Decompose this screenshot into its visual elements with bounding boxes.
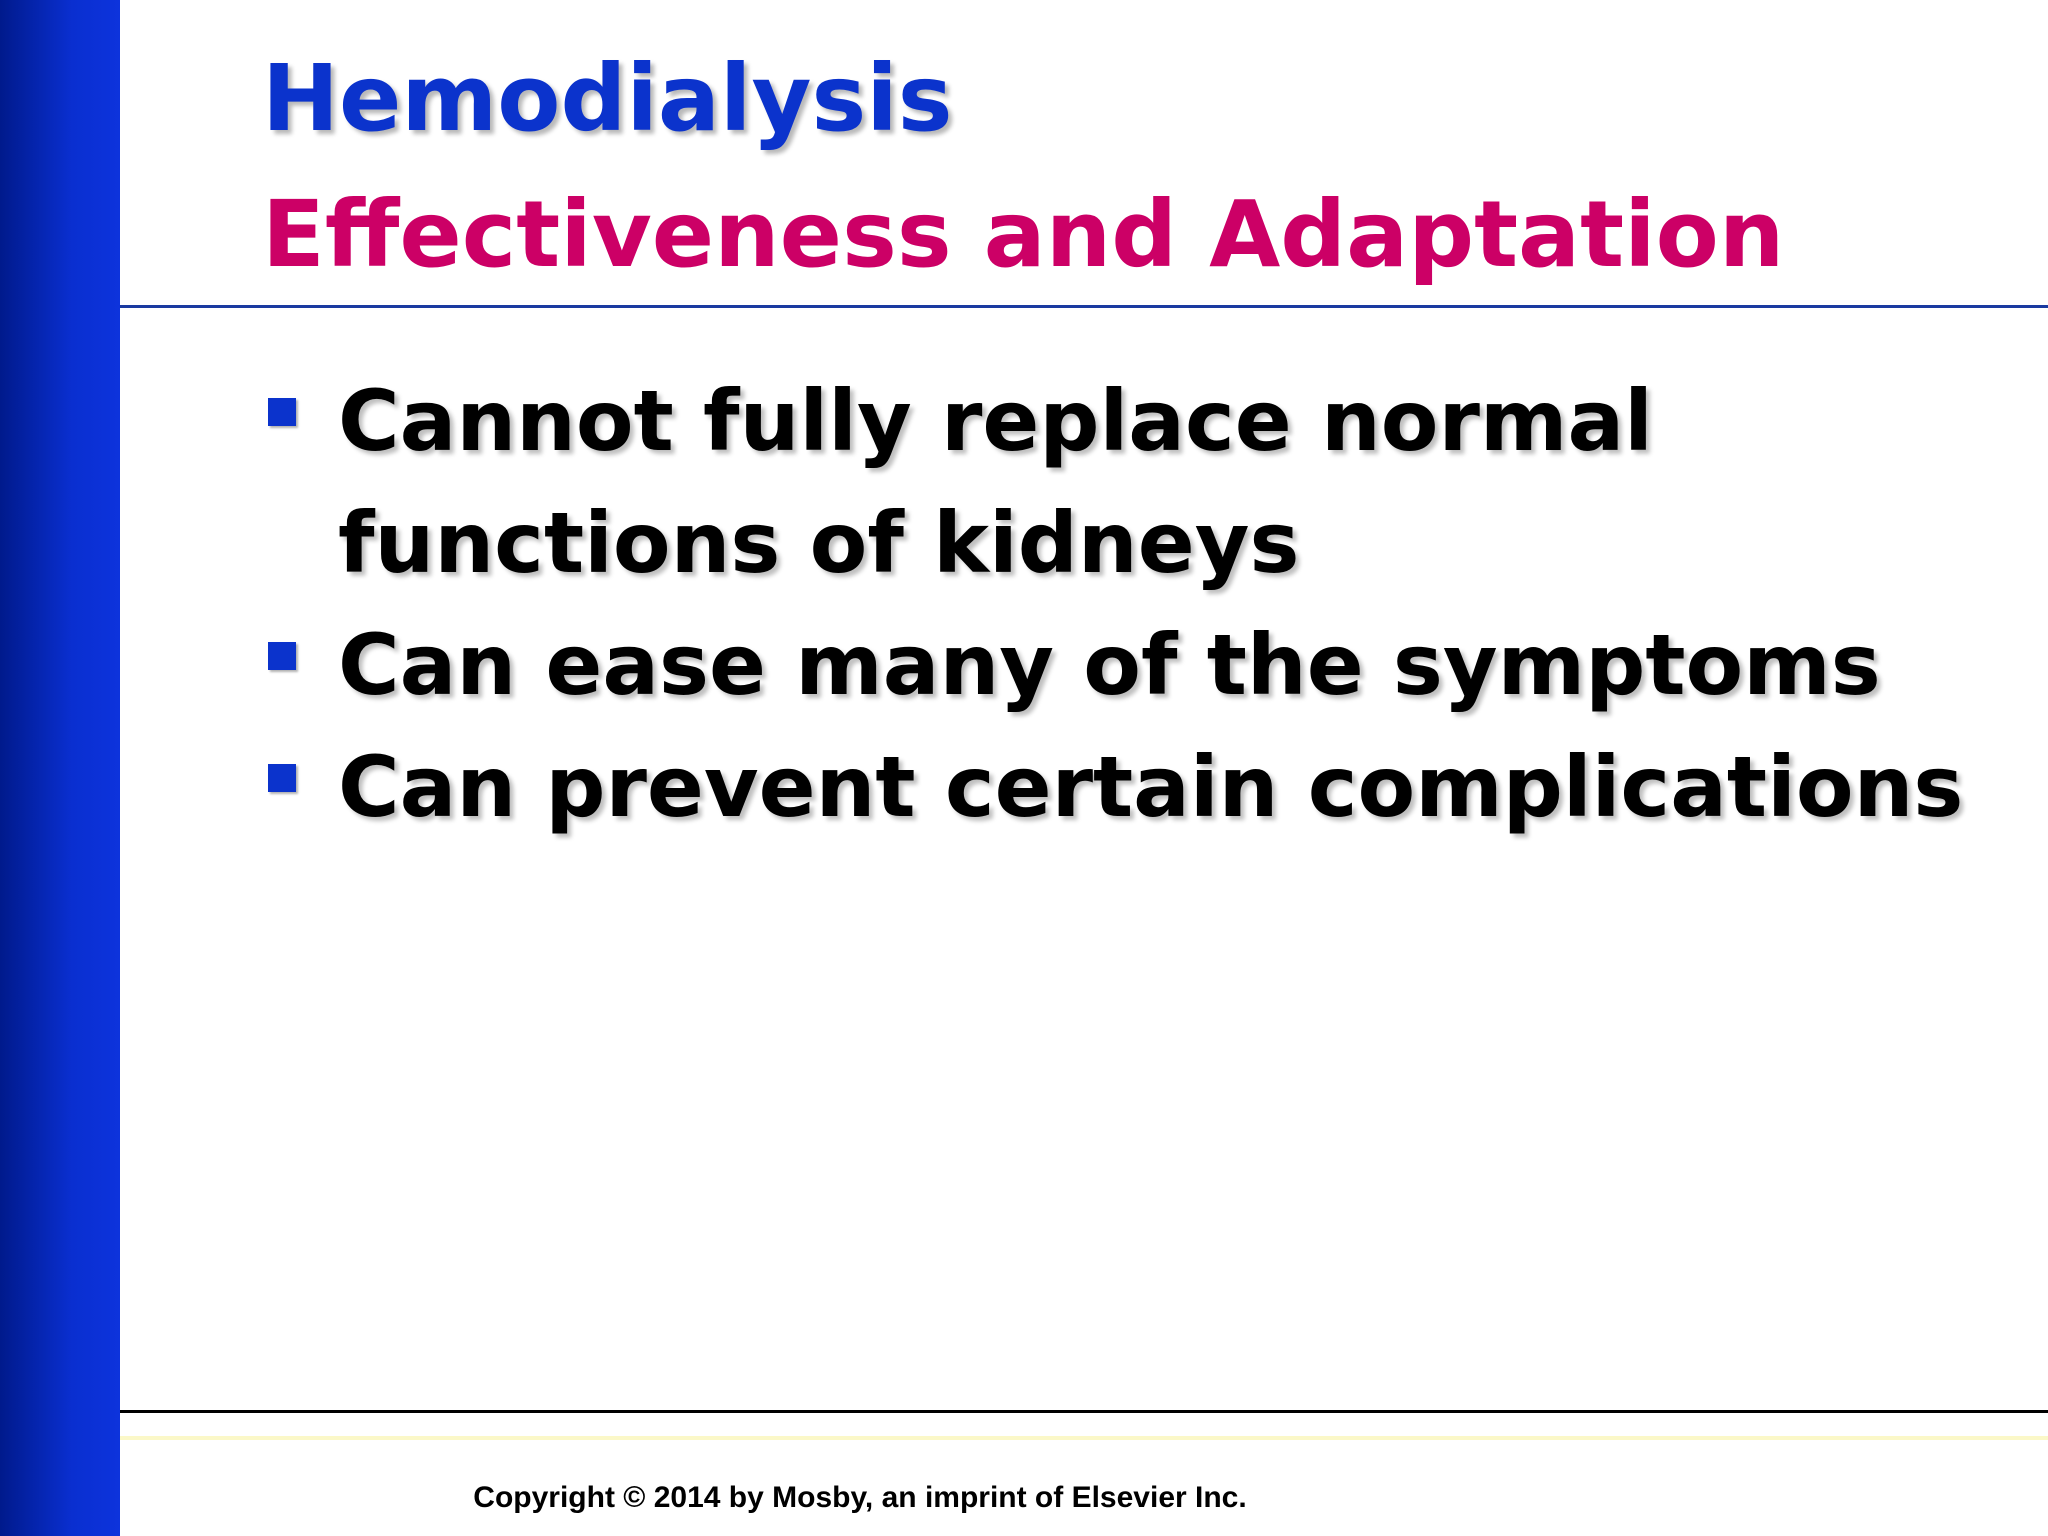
footer-accent-line <box>120 1436 2048 1440</box>
square-bullet-icon <box>268 764 296 792</box>
square-bullet-icon <box>268 398 296 426</box>
bullet-text: Can ease many of the symptoms <box>338 616 1881 714</box>
footer-divider <box>120 1410 2048 1413</box>
title-divider <box>120 305 2048 308</box>
sidebar-accent-bar <box>0 0 120 1536</box>
square-bullet-icon <box>268 642 296 670</box>
bullet-item <box>262 726 2022 848</box>
slide-title: Hemodialysis <box>262 45 953 152</box>
slide-subtitle: Effectiveness and Adaptation <box>262 181 1785 288</box>
bullet-text: Cannot fully replace normal functions of kidneys <box>338 372 1653 592</box>
copyright-footer: Copyright © 2014 by Mosby, an imprint of Elsevier Inc. <box>473 1481 1247 1514</box>
bullet-list <box>262 360 2022 848</box>
bullet-item <box>262 604 2022 726</box>
bullet-text: Can prevent certain complications <box>338 738 1964 836</box>
bullet-item <box>262 360 2022 604</box>
